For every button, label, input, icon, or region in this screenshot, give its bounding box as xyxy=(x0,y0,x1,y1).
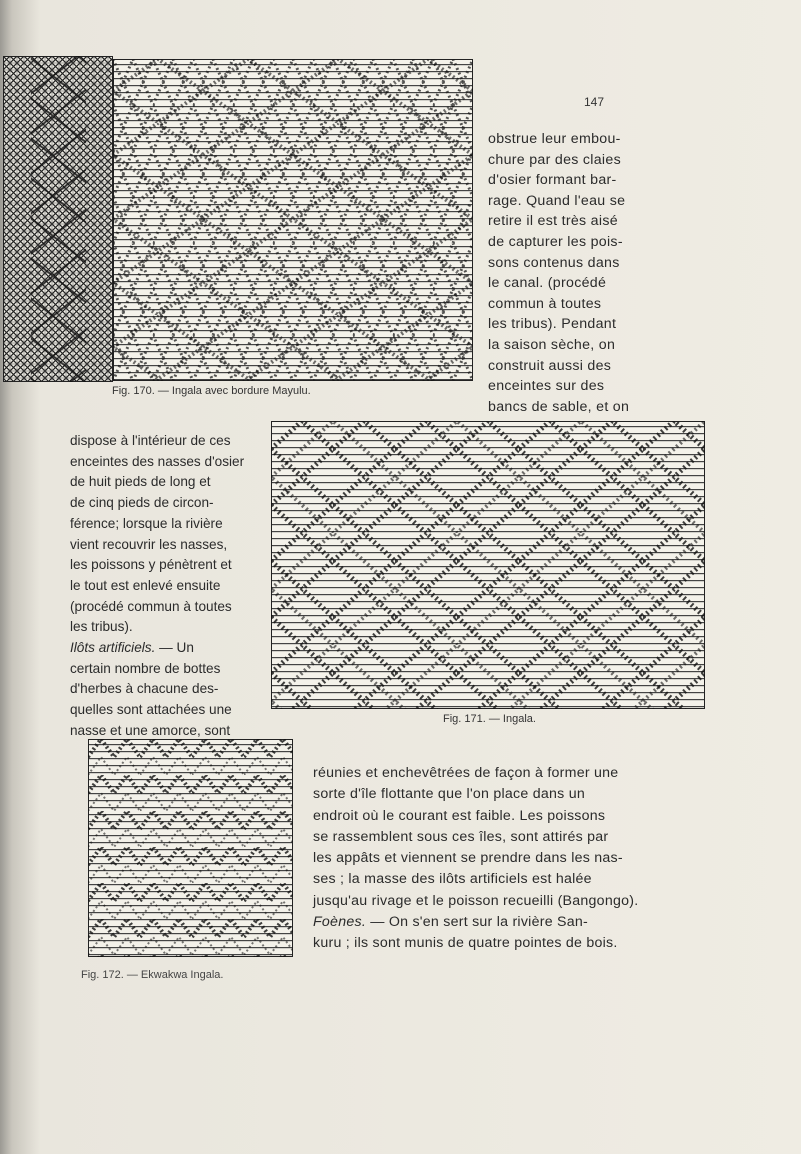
figure-172-weave-image xyxy=(88,739,293,957)
text-line: de huit pieds de long et xyxy=(70,474,211,490)
ilots-heading: Ilôts artificiels. xyxy=(70,640,156,656)
text-line: les appâts et viennent se prendre dans les nas- xyxy=(313,850,623,867)
text-line: retire il est très aisé xyxy=(488,213,618,230)
mayulu-border-image xyxy=(3,56,113,382)
text-line: réunies et enchevêtrées de façon à former une xyxy=(313,765,619,781)
text-line: quelles sont attachées une xyxy=(70,702,232,718)
foenes-line xyxy=(313,912,783,933)
figure-171-weave-image xyxy=(271,421,705,709)
text-line: vient recouvrir les nasses, xyxy=(70,536,228,552)
paragraph-bottom-right xyxy=(313,763,783,955)
page-number: 147 xyxy=(584,95,605,109)
text-line: construit aussi des xyxy=(488,357,612,374)
figure-170-weave-image xyxy=(113,59,473,381)
figure-170 xyxy=(113,59,473,381)
text-line: certain nombre de bottes xyxy=(70,660,221,676)
text-line: dispose à l'intérieur de ces xyxy=(70,433,231,448)
figure-172-caption: Fig. 172. — Ekwakwa Ingala. xyxy=(81,969,224,981)
text-line: endroit où le courant est faible. Les poissons xyxy=(313,807,606,824)
text-line: la saison sèche, on xyxy=(488,336,616,353)
text-line: (procédé commun à toutes xyxy=(70,598,232,614)
text-line: commun à toutes xyxy=(488,295,602,312)
ilots-line xyxy=(70,638,270,659)
paragraph-top-right xyxy=(488,129,788,417)
text-line: enceintes des nasses d'osier xyxy=(70,453,245,469)
text-line: se rassemblent sous ces îles, sont attirés par xyxy=(313,828,609,845)
text-line: enceintes sur des xyxy=(488,378,605,395)
text-line: obstrue leur embou- xyxy=(488,131,621,147)
text-line: jusqu'au rivage et le poisson recueilli (Bangongo). xyxy=(313,892,639,909)
text-line: les tribus). xyxy=(70,619,133,635)
text-line: kuru ; ils sont munis de quatre pointes de bois. xyxy=(313,935,618,952)
figure-172 xyxy=(88,739,293,957)
text-line: — On s'en sert sur la rivière San- xyxy=(366,914,588,931)
text-line: férence; lorsque la rivière xyxy=(70,515,223,531)
text-line: le tout est enlevé ensuite xyxy=(70,577,221,593)
text-line: sons contenus dans xyxy=(488,254,620,271)
figure-170-caption: Fig. 170. — Ingala avec bordure Mayulu. xyxy=(112,385,311,397)
text-line: les poissons y pénètrent et xyxy=(70,557,232,573)
text-line: d'herbes à chacune des- xyxy=(70,681,219,697)
text-line: nasse et une amorce, sont xyxy=(70,722,231,738)
text-line: chure par des claies xyxy=(488,151,621,168)
text-line: de cinq pieds de circon- xyxy=(70,495,214,511)
foenes-heading: Foènes. xyxy=(313,914,367,931)
text-line: d'osier formant bar- xyxy=(488,172,617,189)
text-line: — Un xyxy=(155,640,194,656)
figure-171 xyxy=(271,421,705,709)
text-line: de capturer les pois- xyxy=(488,233,623,250)
text-line: sorte d'île flottante que l'on place dans un xyxy=(313,786,585,803)
text-line: rage. Quand l'eau se xyxy=(488,192,626,209)
text-line: les tribus). Pendant xyxy=(488,316,617,333)
text-line: bancs de sable, et on xyxy=(488,398,630,415)
text-line: le canal. (procédé xyxy=(488,275,607,292)
text-line: ses ; la masse des ilôts artificiels est halée xyxy=(313,871,592,888)
paragraph-middle-left xyxy=(70,431,270,742)
figure-170-border xyxy=(3,56,113,382)
figure-171-caption: Fig. 171. — Ingala. xyxy=(443,713,536,725)
